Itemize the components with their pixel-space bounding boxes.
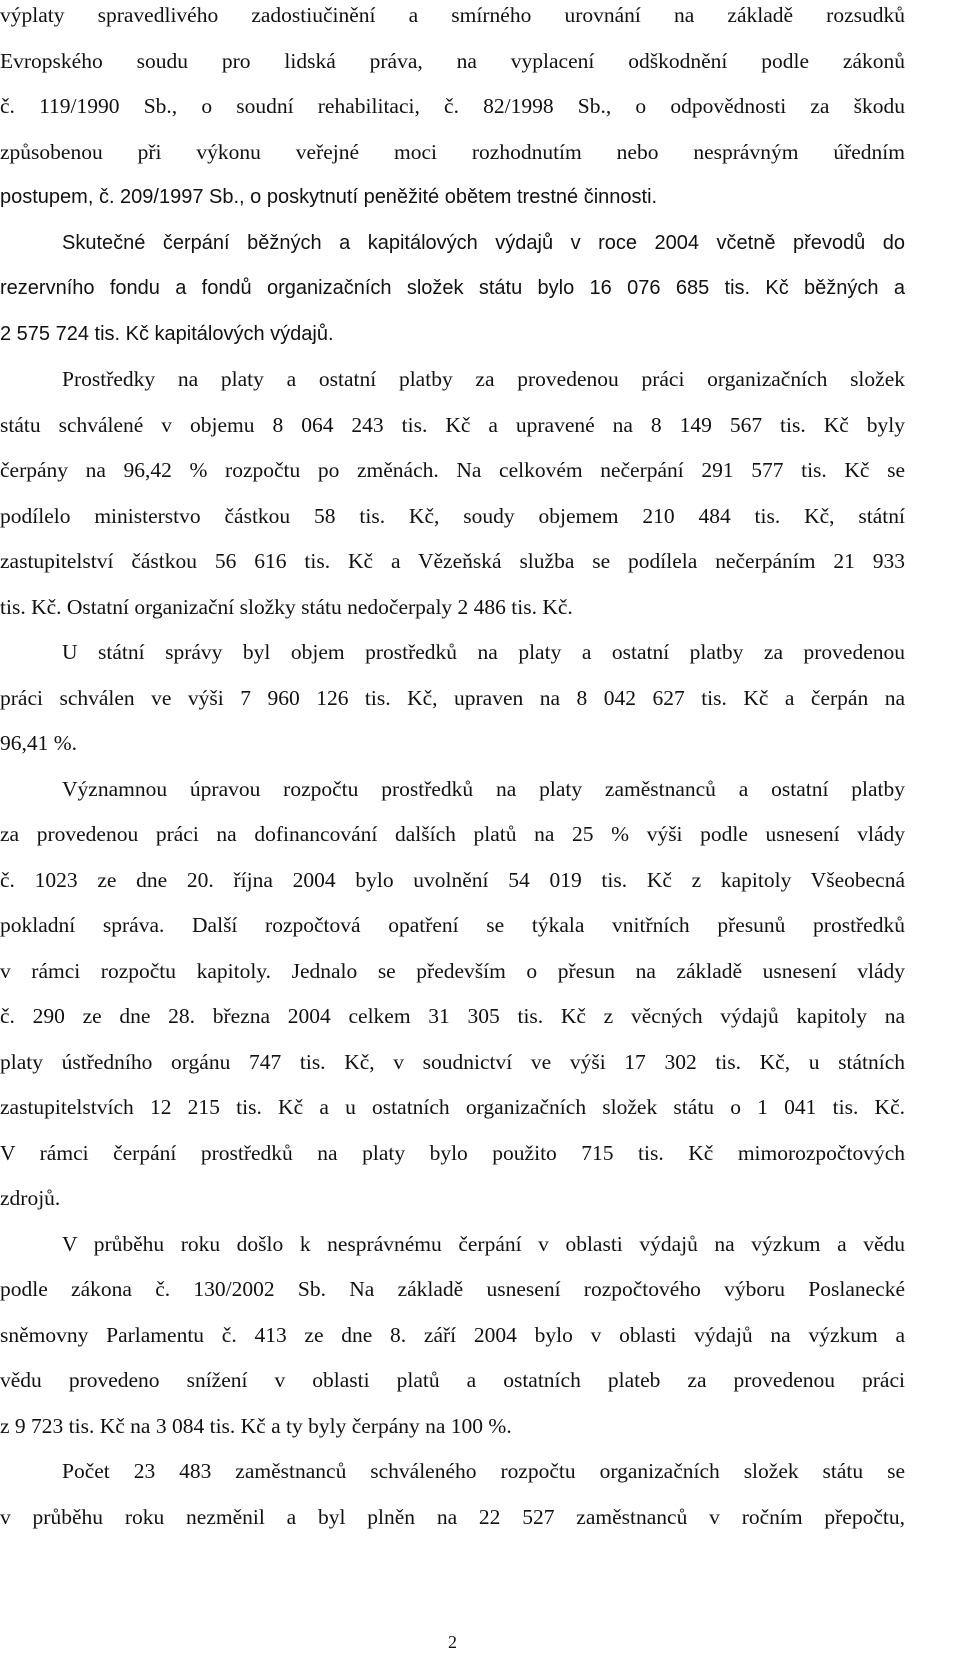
text-line: Významnou úpravou rozpočtu prostředků na platy zaměstnanců a ostatní platby: [62, 776, 905, 801]
text-line: způsobenou při výkonu veřejné moci rozhodnutím nebo nesprávným úředním: [0, 139, 905, 164]
text-line: zastupitelstvích 12 215 tis. Kč a u ostatních organizačních složek státu o 1 041 tis. Kč.: [0, 1095, 905, 1119]
text-line: zdrojů.: [0, 1186, 61, 1210]
text-line: Prostředky na platy a ostatní platby za provedenou práci organizačních složek: [62, 367, 905, 391]
text-line: tis. Kč. Ostatní organizační složky státu nedočerpaly 2 486 tis. Kč.: [0, 594, 573, 619]
text-line: Evropského soudu pro lidská práva, na vyplacení odškodnění podle zákonů: [0, 48, 905, 73]
text-line: čerpány na 96,42 % rozpočtu po změnách. Na celkovém nečerpání 291 577 tis. Kč se: [0, 458, 905, 482]
text-line: v rámci rozpočtu kapitoly. Jednalo se především o přesun na základě usnesení vlády: [0, 958, 905, 983]
page-number: 2: [448, 1632, 457, 1652]
text-line: 2 575 724 tis. Kč kapitálových výdajů.: [0, 322, 334, 345]
text-line: V rámci čerpání prostředků na platy bylo použito 715 tis. Kč mimorozpočtových: [0, 1140, 905, 1165]
text-line: V průběhu roku došlo k nesprávnému čerpání v oblasti výdajů na výzkum a vědu: [62, 1231, 905, 1256]
text-line: v průběhu roku nezměnil a byl plněn na 22 527 zaměstnanců v ročním přepočtu,: [0, 1504, 905, 1529]
text-line: podle zákona č. 130/2002 Sb. Na základě usnesení rozpočtového výboru Poslanecké: [0, 1277, 905, 1301]
text-line: platy ústředního orgánu 747 tis. Kč, v soudnictví ve výši 17 302 tis. Kč, u státních: [0, 1049, 905, 1074]
text-line: 96,41 %.: [0, 731, 78, 755]
text-line: z 9 723 tis. Kč na 3 084 tis. Kč a ty byly čerpány na 100 %.: [0, 1413, 512, 1438]
text-line: pokladní správa. Další rozpočtová opatření se týkala vnitřních přesunů prostředků: [0, 913, 905, 937]
text-line: státu schválené v objemu 8 064 243 tis. Kč a upravené na 8 149 567 tis. Kč byly: [0, 412, 905, 437]
text-line: sněmovny Parlamentu č. 413 ze dne 8. září 2004 bylo v oblasti výdajů na výzkum a: [0, 1322, 905, 1347]
text-line: za provedenou práci na dofinancování dalších platů na 25 % výši podle usnesení vlády: [0, 822, 905, 846]
text-line: Skutečné čerpání běžných a kapitálových výdajů v roce 2004 včetně převodů do: [62, 231, 905, 254]
text-line: výplaty spravedlivého zadostiučinění a smírného urovnání na základě rozsudků: [0, 3, 905, 27]
text-line: č. 119/1990 Sb., o soudní rehabilitaci, č. 82/1998 Sb., o odpovědnosti za škodu: [0, 94, 905, 118]
text-line: zastupitelství částkou 56 616 tis. Kč a Vězeňská služba se podílela nečerpáním 21 933: [0, 549, 905, 573]
text-line: U státní správy byl objem prostředků na platy a ostatní platby za provedenou: [62, 640, 905, 664]
text-line: rezervního fondu a fondů organizačních složek státu bylo 16 076 685 tis. Kč běžných a: [0, 277, 905, 299]
text-line: podílelo ministerstvo částkou 58 tis. Kč, soudy objemem 210 484 tis. Kč, státní: [0, 503, 905, 528]
text-line: vědu provedeno snížení v oblasti platů a ostatních plateb za provedenou práci: [0, 1368, 905, 1392]
text-line: práci schválen ve výši 7 960 126 tis. Kč, upraven na 8 042 627 tis. Kč a čerpán na: [0, 685, 905, 710]
text-line: č. 290 ze dne 28. března 2004 celkem 31 305 tis. Kč z věcných výdajů kapitoly na: [0, 1004, 905, 1028]
text-line: postupem, č. 209/1997 Sb., o poskytnutí peněžité obětem trestné činnosti.: [0, 186, 658, 208]
text-line: Počet 23 483 zaměstnanců schváleného rozpočtu organizačních složek státu se: [62, 1459, 905, 1483]
text-line: č. 1023 ze dne 20. října 2004 bylo uvolnění 54 019 tis. Kč z kapitoly Všeobecná: [0, 867, 905, 892]
